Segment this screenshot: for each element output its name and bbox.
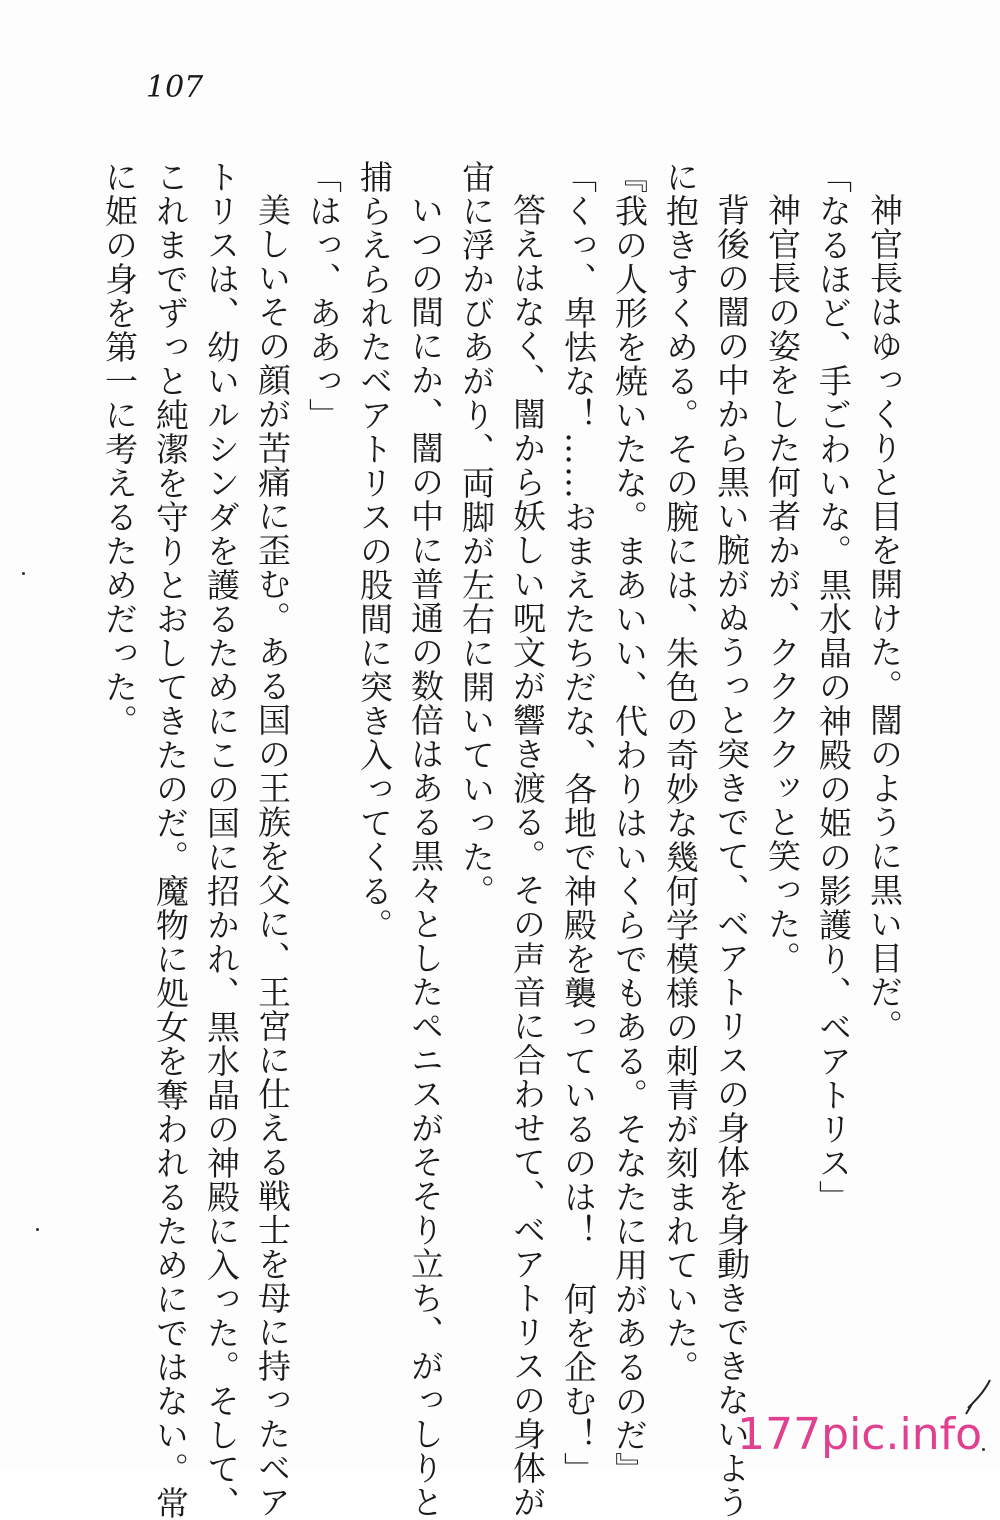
text-line: に抱きすくめる。その腕には、朱色の奇妙な幾何学模様の刺青が刻まれていた。 <box>661 160 700 1384</box>
text-line: トリスは、幼いルシンダを護るためにこの国に招かれ、黒水晶の神殿に入った。そして、 <box>202 160 241 1520</box>
text-line: 宙に浮かびあがり、両脚が左右に開いていった。 <box>457 160 496 908</box>
text-line: 「くっ、卑怯な！……おまえたちだな、各地で神殿を襲っているのは！ 何を企む！」 <box>559 160 598 1486</box>
text-line: に姫の身を第一に考えるためだった。 <box>100 160 139 738</box>
text-line: 神官長はゆっくりと目を開けた。闇のように黒い目だ。 <box>865 193 904 1043</box>
text-line: いつの間にか、闇の中に普通の数倍はある黒々としたペニスがそそり立ち、がっしりと <box>406 193 445 1519</box>
watermark: 177pic.info <box>737 1409 982 1460</box>
text-line: これまでずっと純潔を守りとおしてきたのだ。魔物に処女を奪われるためにではない。常 <box>151 160 190 1520</box>
scan-speck <box>982 1448 985 1451</box>
text-line: 美しいその顔が苦痛に歪む。ある国の王族を父に、王宮に仕える戦士を母に持ったベア <box>253 193 292 1519</box>
text-line: 捕らえられたベアトリスの股間に突き入ってくる。 <box>355 160 394 942</box>
text-line: 『我の人形を焼いたな。まあいい、代わりはいくらでもある。そなたに用があるのだ』 <box>610 160 649 1486</box>
text-line: 神官長の姿をした何者かが、ククククッと笑った。 <box>763 193 802 975</box>
text-line: 「はっ、ああっ」 <box>304 160 343 432</box>
text-line: 背後の闇の中から黒い腕がぬうっと突きでて、ベアトリスの身体を身動きできないよう <box>712 193 751 1519</box>
scan-speck <box>36 1228 39 1231</box>
scan-speck <box>22 572 25 575</box>
text-line: 「なるほど、手ごわいな。黒水晶の神殿の姫の影護り、ベアトリス」 <box>814 160 853 1214</box>
text-line: 答えはなく、闇から妖しい呪文が響き渡る。その声音に合わせて、ベアトリスの身体が <box>508 193 547 1519</box>
page-number: 107 <box>146 70 204 105</box>
